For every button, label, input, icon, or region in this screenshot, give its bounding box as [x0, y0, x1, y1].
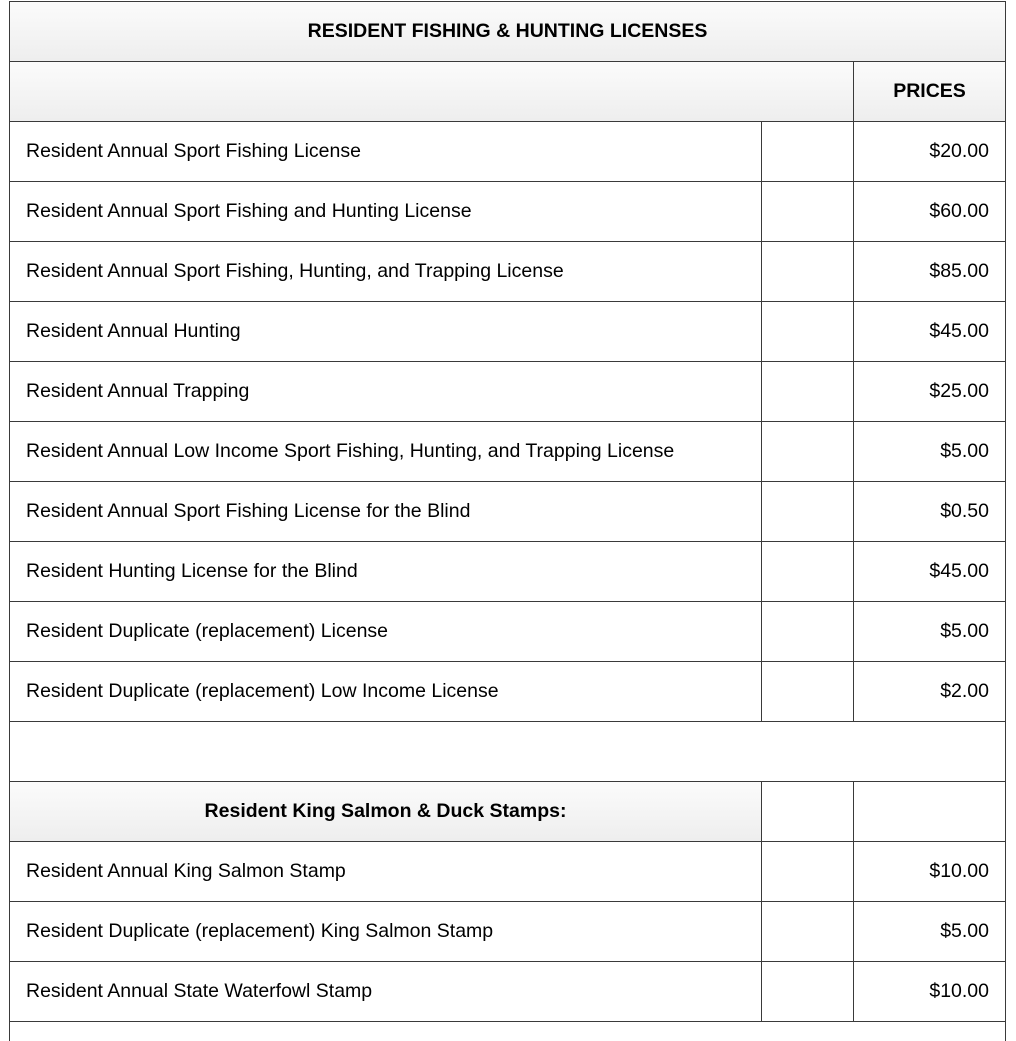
empty-cell	[762, 842, 854, 901]
empty-cell	[762, 182, 854, 241]
stamp-price: $10.00	[929, 980, 989, 1002]
table-row	[10, 302, 1005, 362]
license-name: Resident Annual Sport Fishing and Hunting License	[10, 182, 762, 241]
table-header-row	[10, 62, 1005, 122]
license-name: Resident Annual Low Income Sport Fishing, Hunting, and Trapping License	[10, 422, 762, 481]
license-price: $45.00	[929, 560, 989, 582]
table-row	[10, 842, 1005, 902]
stamp-price: $10.00	[929, 860, 989, 882]
empty-cell	[762, 362, 854, 421]
table-title-row	[10, 2, 1005, 62]
empty-cell	[762, 902, 854, 961]
table-row	[10, 962, 1005, 1022]
license-price: $45.00	[929, 320, 989, 342]
empty-cell	[762, 302, 854, 361]
license-name: Resident Annual Hunting	[10, 302, 762, 361]
license-price: $85.00	[929, 260, 989, 282]
stamp-name: Resident Annual King Salmon Stamp	[10, 842, 762, 901]
empty-cell	[762, 242, 854, 301]
empty-cell	[762, 122, 854, 181]
license-name: Resident Annual Sport Fishing, Hunting, and Trapping License	[10, 242, 762, 301]
table-row	[10, 602, 1005, 662]
stamp-price: $5.00	[940, 920, 989, 942]
license-name: Resident Annual Trapping	[10, 362, 762, 421]
table-row	[10, 662, 1005, 722]
table-row	[10, 422, 1005, 482]
table-row	[10, 902, 1005, 962]
table-row	[10, 182, 1005, 242]
stamps-section-title: Resident King Salmon & Duck Stamps:	[10, 782, 762, 841]
table-row	[10, 242, 1005, 302]
license-price: $60.00	[929, 200, 989, 222]
empty-cell	[762, 962, 854, 1021]
license-name: Resident Annual Sport Fishing License	[10, 122, 762, 181]
license-price-table	[9, 1, 1006, 1041]
license-price: $2.00	[940, 680, 989, 702]
stamp-name: Resident Annual State Waterfowl Stamp	[10, 962, 762, 1021]
stamps-section-header-row	[10, 782, 1005, 842]
license-name: Resident Annual Sport Fishing License for the Blind	[10, 482, 762, 541]
empty-cell	[762, 602, 854, 661]
header-blank-cell	[10, 62, 854, 121]
license-price: $25.00	[929, 380, 989, 402]
license-name: Resident Duplicate (replacement) Low Income License	[10, 662, 762, 721]
license-price: $0.50	[940, 500, 989, 522]
spacer-row	[10, 722, 1005, 782]
table-row	[10, 122, 1005, 182]
license-price: $5.00	[940, 440, 989, 462]
table-row	[10, 362, 1005, 422]
empty-cell	[854, 782, 1005, 841]
empty-cell	[762, 542, 854, 601]
table-row	[10, 542, 1005, 602]
empty-cell	[762, 662, 854, 721]
license-name: Resident Hunting License for the Blind	[10, 542, 762, 601]
table-title: RESIDENT FISHING & HUNTING LICENSES	[307, 20, 708, 42]
license-price: $5.00	[940, 620, 989, 642]
empty-cell	[762, 422, 854, 481]
empty-cell	[762, 482, 854, 541]
table-row	[10, 482, 1005, 542]
license-name: Resident Duplicate (replacement) License	[10, 602, 762, 661]
stamp-name: Resident Duplicate (replacement) King Salmon Stamp	[10, 902, 762, 961]
license-price: $20.00	[929, 140, 989, 162]
prices-header: PRICES	[893, 80, 966, 102]
empty-cell	[762, 782, 854, 841]
